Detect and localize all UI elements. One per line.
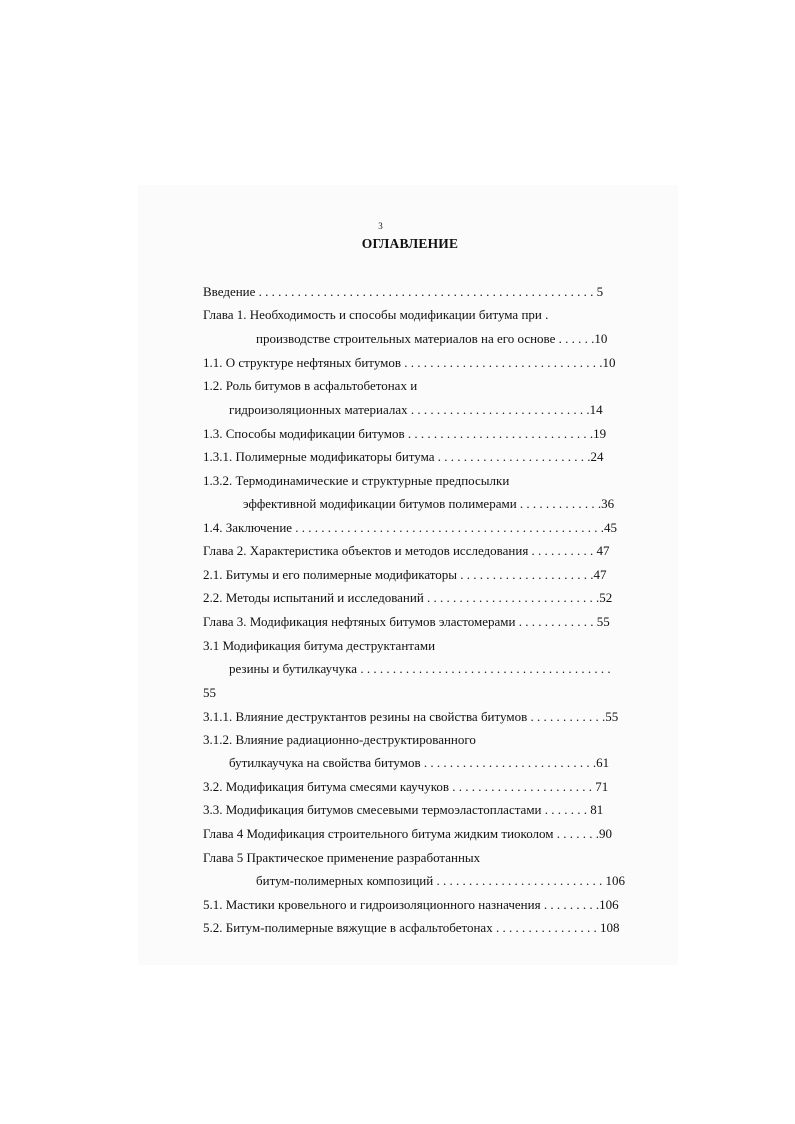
toc-entry: производстве строительных материалов на его основе . . . . . .10 (256, 331, 608, 346)
toc-entry: 1.3.2. Термодинамические и структурные предпосылки (203, 473, 510, 488)
toc-entry: 3.1.2. Влияние радиационно-деструктированного (203, 732, 476, 747)
toc-entry: эффективной модификации битумов полимерами . . . . . . . . . . . . .36 (243, 496, 615, 511)
toc-entry: Глава 3. Модификация нефтяных битумов эластомерами . . . . . . . . . . . . 55 (203, 614, 610, 629)
toc-entry: Введение . . . . . . . . . . . . . . . . . . . . . . . . . . . . . . . . . . . . . . . . . . . . . . . . . . . . 5 (203, 284, 604, 299)
toc-entry: 3.2. Модификация битума смесями каучуков . . . . . . . . . . . . . . . . . . . . . . 71 (203, 779, 609, 794)
toc-entry: Глава 4 Модификация строительного битума жидким тиоколом . . . . . . .90 (203, 826, 612, 841)
toc-entry: 5.1. Мастики кровельного и гидроизоляционного назначения . . . . . . . . .106 (203, 897, 619, 912)
toc-entry: 3.3. Модификация битумов смесевыми термоэластопластами . . . . . . . 81 (203, 802, 604, 817)
toc-entry: 1.4. Заключение . . . . . . . . . . . . . . . . . . . . . . . . . . . . . . . . . . . . . . . . . . . . . . . .45 (203, 520, 618, 535)
toc-entry: резины и бутилкаучука . . . . . . . . . . . . . . . . . . . . . . . . . . . . . . . . . . . . . . . (229, 661, 611, 676)
toc-entry: Глава 2. Характеристика объектов и методов исследования . . . . . . . . . . 47 (203, 543, 610, 558)
toc-entry: 1.2. Роль битумов в асфальтобетонах и (203, 378, 418, 393)
toc-entry: битум-полимерных композиций . . . . . . . . . . . . . . . . . . . . . . . . . . 106 (256, 873, 625, 888)
page-title: ОГЛАВЛЕНИЕ (361, 236, 459, 251)
toc-entry: 5.2. Битум-полимерные вяжущие в асфальтобетонах . . . . . . . . . . . . . . . . 108 (203, 920, 620, 935)
page-number: 3 (378, 221, 383, 231)
toc-entry: 1.3. Способы модификации битумов . . . . . . . . . . . . . . . . . . . . . . . . . . . . .19 (203, 426, 607, 441)
toc-entry: бутилкаучука на свойства битумов . . . . . . . . . . . . . . . . . . . . . . . . . . .61 (229, 755, 610, 770)
toc-entry: 3.1.1. Влияние деструктантов резины на свойства битумов . . . . . . . . . . . .55 (203, 709, 619, 724)
toc-entry: Глава 5 Практическое применение разработанных (203, 850, 481, 865)
toc-entry: 3.1 Модификация битума деструктантами (203, 638, 436, 653)
toc-entry: 55 (203, 685, 216, 700)
toc-entry: 2.2. Методы испытаний и исследований . . . . . . . . . . . . . . . . . . . . . . . . . . .52 (203, 590, 613, 605)
toc-entry: 2.1. Битумы и его полимерные модификаторы . . . . . . . . . . . . . . . . . . . . .47 (203, 567, 607, 582)
toc-entry: 1.1. О структуре нефтяных битумов . . . . . . . . . . . . . . . . . . . . . . . . . . . . . . .10 (203, 355, 616, 370)
toc-entry: Глава 1. Необходимость и способы модификации битума при . (203, 307, 549, 322)
toc-entry: 1.3.1. Полимерные модификаторы битума . . . . . . . . . . . . . . . . . . . . . . . .24 (203, 449, 604, 464)
toc-entry: гидроизоляционных материалах . . . . . . . . . . . . . . . . . . . . . . . . . . . .14 (229, 402, 603, 417)
